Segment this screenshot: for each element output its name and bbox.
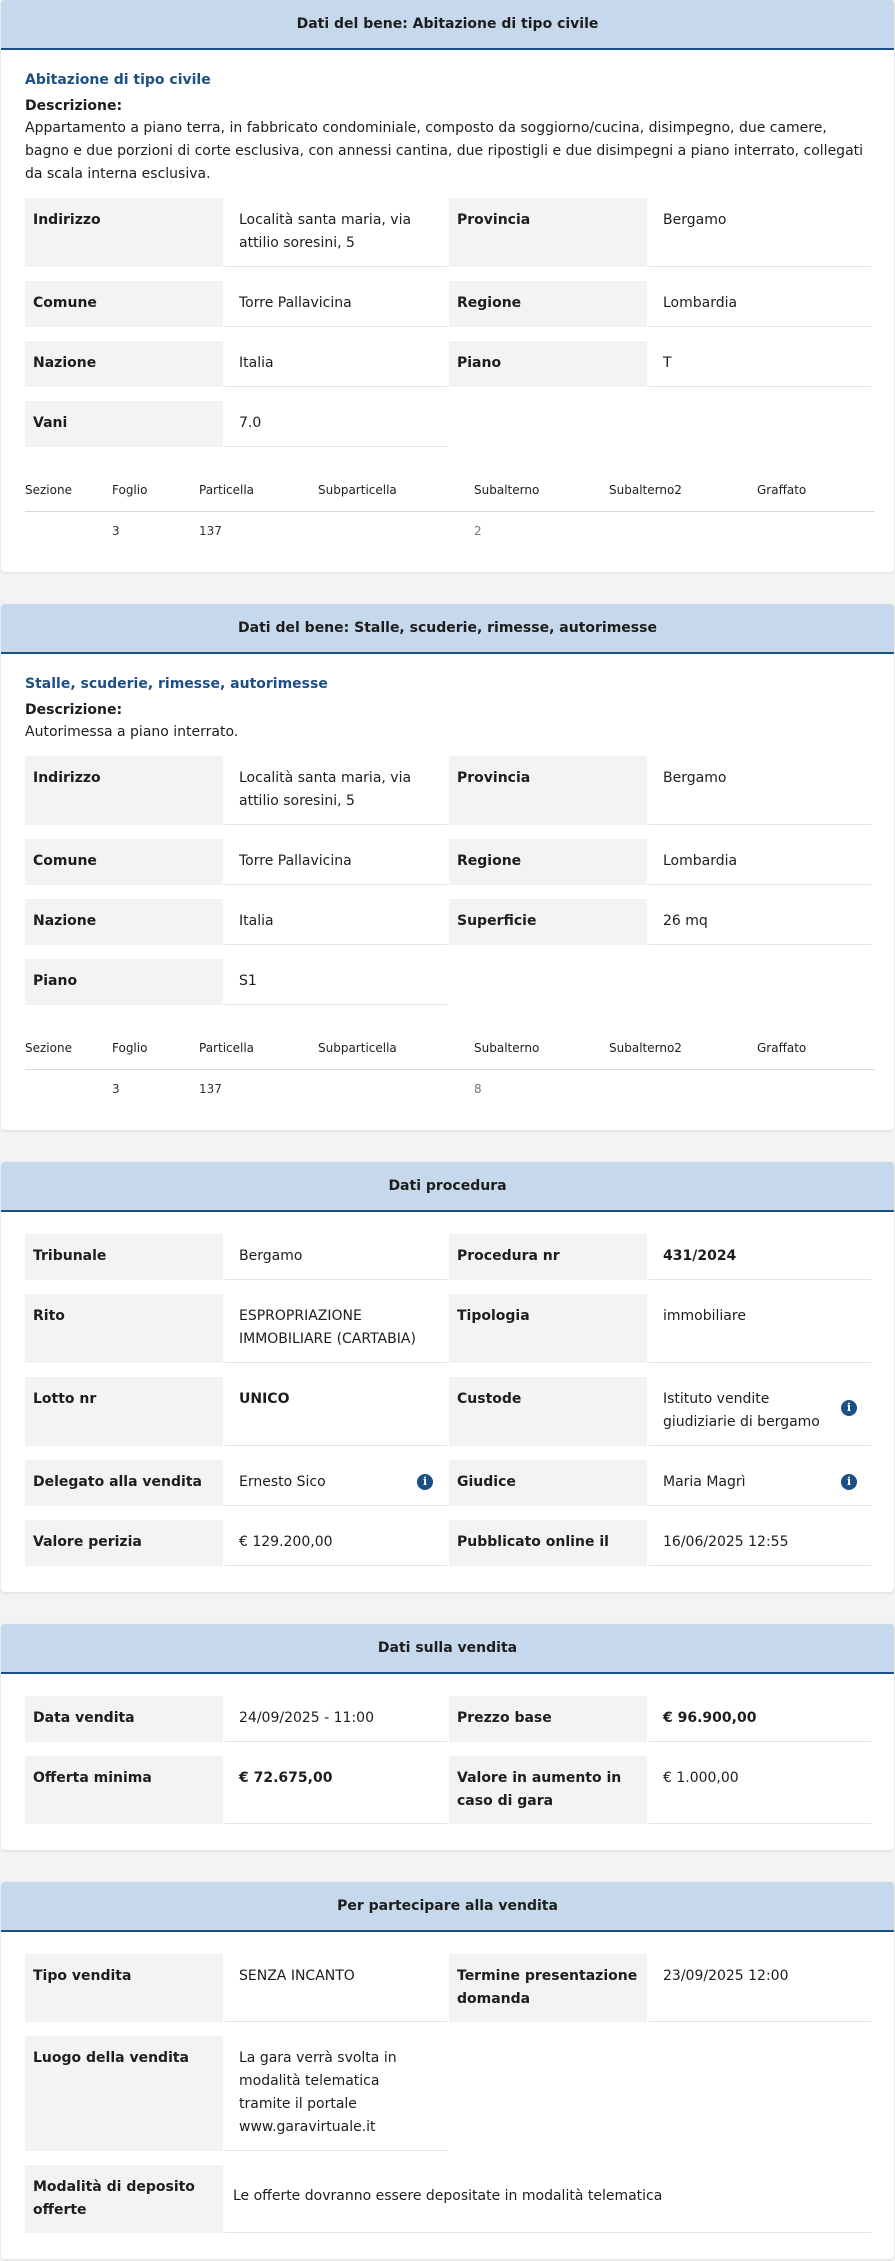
lotto-value: UNICO [225,1377,447,1446]
modalita-value: Le offerte dovranno essere depositate in modalità telematica [225,2165,871,2233]
termine-value: 23/09/2025 12:00 [649,1954,871,2022]
cell-graffato [757,512,875,547]
col-subalterno2: Subalterno2 [609,1031,757,1070]
luogo-value: La gara verrà svolta in modalità telematica tramite il portale www.garavirtuale.it [225,2036,447,2151]
custode-text: Istituto vendite giudiziarie di bergamo [663,1391,820,1430]
description-label: Descrizione: [25,702,123,718]
piano-label: Piano [449,341,647,387]
indirizzo-value: Località santa maria, via attilio soresini, 5 [225,198,447,267]
bene-subtitle: Stalle, scuderie, rimesse, autorimesse [25,676,328,692]
cell-subalterno2 [609,512,757,547]
comune-label: Comune [25,839,223,885]
pubblicato-value: 16/06/2025 12:55 [649,1520,871,1566]
indirizzo-value: Località santa maria, via attilio soresini, 5 [225,756,447,825]
piano-value: T [649,341,871,387]
modalita-label: Modalità di deposito offerte [25,2165,223,2233]
cadastre-header-row [25,1031,875,1070]
cell-subparticella [318,1070,474,1105]
description-text: Appartamento a piano terra, in fabbricato condominiale, composto da soggiorno/cucina, disimpegno, due camere, bagno e due porzioni di corte esclusiva, con annessi cantina, due ripostigli e due disimpegni a piano interrato, collegati da scala interna esclusiva. [25,120,864,182]
cell-sezione [25,1070,112,1105]
pubblicato-label: Pubblicato online il [449,1520,647,1566]
lotto-label: Lotto nr [25,1377,223,1446]
custode-label: Custode [449,1377,647,1446]
partecipare-card [1,1882,894,2259]
cell-foglio: 3 [112,524,120,538]
cadastre-table [25,473,875,546]
comune-value: Torre Pallavicina [225,839,447,885]
bene-abitazione-card [1,0,894,572]
tipo-vendita-value: SENZA INCANTO [225,1954,447,2022]
luogo-label: Luogo della vendita [25,2036,223,2151]
tribunale-value: Bergamo [225,1234,447,1280]
giudice-text: Maria Magrì [663,1474,746,1490]
cell-particella: 137 [199,524,222,538]
valore-value: € 129.200,00 [225,1520,447,1566]
delegato-label: Delegato alla vendita [25,1460,223,1506]
info-icon[interactable]: i [841,1474,857,1490]
description-text: Autorimessa a piano interrato. [25,724,239,740]
col-graffato: Graffato [757,1031,875,1070]
description-label: Descrizione: [25,98,123,114]
aumento-value: € 1.000,00 [649,1756,871,1824]
section-header: Dati procedura [1,1162,894,1212]
cell-subalterno2 [609,1070,757,1105]
col-particella: Particella [199,473,318,512]
indirizzo-label: Indirizzo [25,756,223,825]
col-subalterno2: Subalterno2 [609,473,757,512]
cell-particella: 137 [199,1082,222,1096]
delegato-text: Ernesto Sico [239,1474,326,1490]
regione-value: Lombardia [649,839,871,885]
cell-sezione [25,512,112,547]
cadastre-table [25,1031,875,1104]
nazione-value: Italia [225,341,447,387]
provincia-label: Provincia [449,756,647,825]
provincia-label: Provincia [449,198,647,267]
superficie-value: 26 mq [649,899,871,945]
section-header: Dati del bene: Abitazione di tipo civile [1,0,894,50]
bene-fields [25,756,876,1005]
info-icon[interactable]: i [841,1400,857,1416]
offerta-minima-value: € 72.675,00 [225,1756,447,1824]
col-subparticella: Subparticella [318,473,474,512]
rito-label: Rito [25,1294,223,1363]
rito-value: ESPROPRIAZIONE IMMOBILIARE (CARTABIA) [225,1294,447,1363]
prezzo-base-label: Prezzo base [449,1696,647,1742]
piano-label: Piano [25,959,223,1005]
giudice-label: Giudice [449,1460,647,1506]
provincia-value: Bergamo [649,198,871,267]
col-particella: Particella [199,1031,318,1070]
indirizzo-label: Indirizzo [25,198,223,267]
section-header: Dati del bene: Stalle, scuderie, rimesse, autorimesse [1,604,894,654]
col-graffato: Graffato [757,473,875,512]
procedura-card [1,1162,894,1592]
offerta-minima-label: Offerta minima [25,1756,223,1824]
nazione-label: Nazione [25,341,223,387]
col-foglio: Foglio [112,473,199,512]
procedura-label: Procedura nr [449,1234,647,1280]
col-subparticella: Subparticella [318,1031,474,1070]
delegato-value [225,1460,447,1506]
regione-label: Regione [449,839,647,885]
col-subalterno: Subalterno [474,1031,609,1070]
tipologia-value: immobiliare [649,1294,871,1363]
cadastre-header-row [25,473,875,512]
partecipare-fields [25,1954,876,2233]
data-vendita-label: Data vendita [25,1696,223,1742]
vani-value: 7.0 [225,401,447,447]
tipo-vendita-label: Tipo vendita [25,1954,223,2022]
col-foglio: Foglio [112,1031,199,1070]
cell-subparticella [318,512,474,547]
custode-value [649,1377,871,1446]
col-sezione: Sezione [25,1031,112,1070]
piano-value: S1 [225,959,447,1005]
regione-label: Regione [449,281,647,327]
col-sezione: Sezione [25,473,112,512]
tribunale-label: Tribunale [25,1234,223,1280]
termine-label: Termine presentazione domanda [449,1954,647,2022]
prezzo-base-value: € 96.900,00 [649,1696,871,1742]
bene-fields [25,198,876,447]
provincia-value: Bergamo [649,756,871,825]
vani-label: Vani [25,401,223,447]
nazione-label: Nazione [25,899,223,945]
section-header: Dati sulla vendita [1,1624,894,1674]
procedura-value: 431/2024 [649,1234,871,1280]
vendita-fields [25,1696,876,1824]
cell-subalterno: 8 [474,1082,482,1096]
cell-subalterno: 2 [474,524,482,538]
section-header: Per partecipare alla vendita [1,1882,894,1932]
table-row [25,1070,875,1105]
bene-subtitle: Abitazione di tipo civile [25,72,211,88]
vendita-card [1,1624,894,1850]
superficie-label: Superficie [449,899,647,945]
nazione-value: Italia [225,899,447,945]
cell-foglio: 3 [112,1082,120,1096]
data-vendita-value: 24/09/2025 - 11:00 [225,1696,447,1742]
bene-autorimessa-card [1,604,894,1130]
table-row [25,512,875,547]
tipologia-label: Tipologia [449,1294,647,1363]
aumento-label: Valore in aumento in caso di gara [449,1756,647,1824]
procedura-fields [25,1234,876,1566]
valore-label: Valore perizia [25,1520,223,1566]
info-icon[interactable]: i [417,1474,433,1490]
comune-value: Torre Pallavicina [225,281,447,327]
giudice-value [649,1460,871,1506]
comune-label: Comune [25,281,223,327]
regione-value: Lombardia [649,281,871,327]
cell-graffato [757,1070,875,1105]
col-subalterno: Subalterno [474,473,609,512]
